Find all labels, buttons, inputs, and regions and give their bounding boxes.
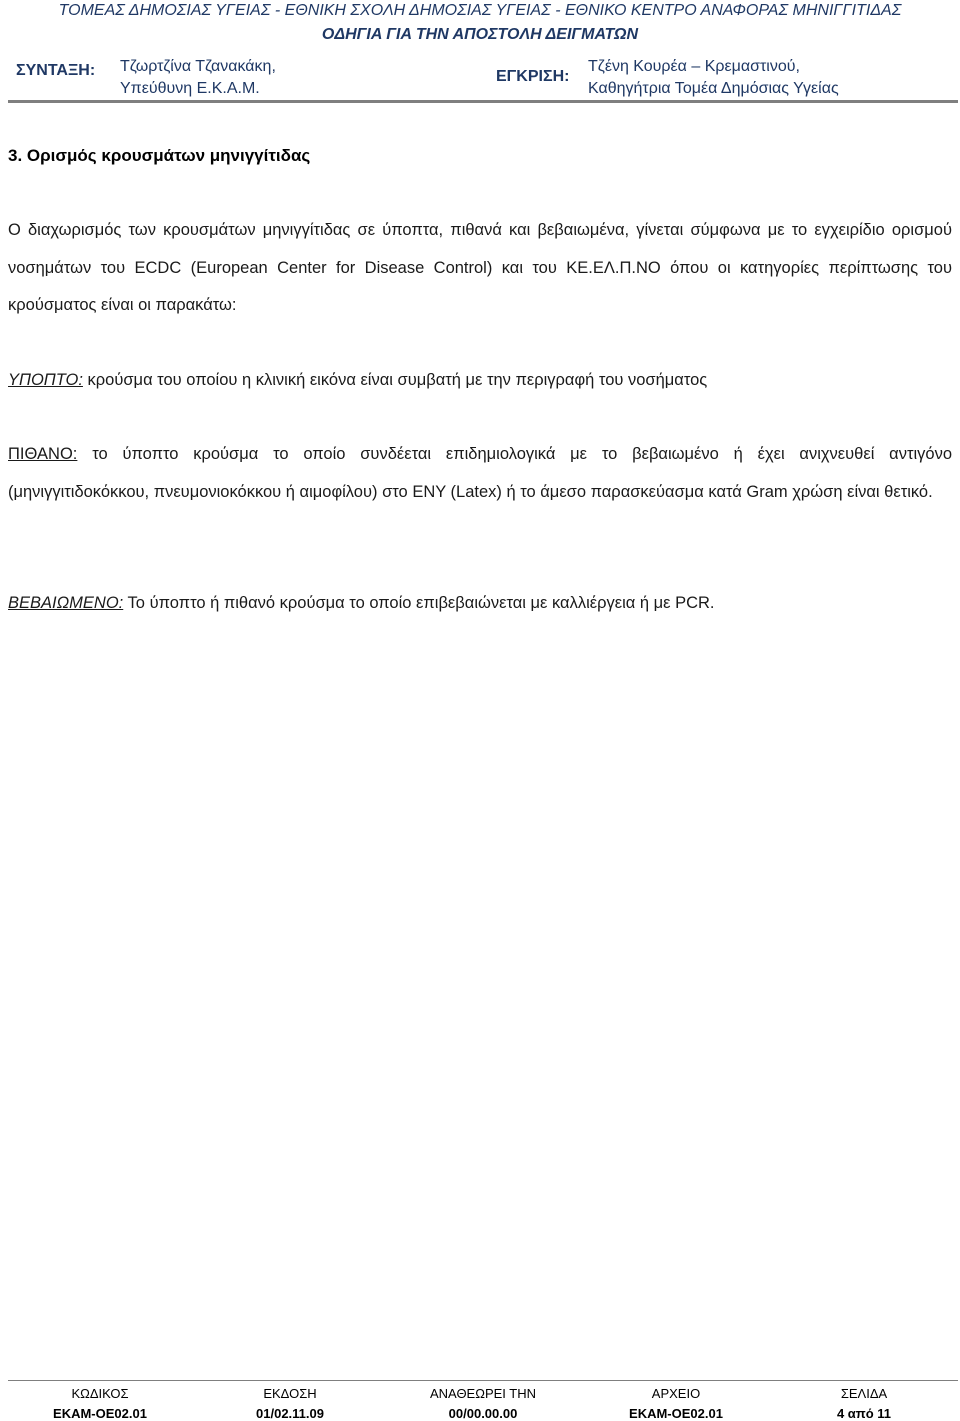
footer-file xyxy=(581,1386,771,1421)
suspect-term: ΥΠΟΠΤΟ: xyxy=(8,371,83,389)
approval-value xyxy=(588,56,839,100)
section-heading: 3. Ορισμός κρουσμάτων μηνιγγίτιδας xyxy=(8,146,311,165)
footer-page-value: 4 από 11 xyxy=(836,1406,892,1421)
footer-revision-value: 00/00.00.00 xyxy=(448,1406,518,1421)
probable-term: ΠΙΘΑΝΟ: xyxy=(8,445,78,463)
probable-definition xyxy=(8,436,952,511)
approval-role: Καθηγήτρια Τομέα Δημόσιας Υγείας xyxy=(588,80,839,97)
footer-revision xyxy=(388,1386,578,1421)
footer-code xyxy=(5,1386,195,1421)
footer-code-label: ΚΩΔΙΚΟΣ xyxy=(71,1386,129,1401)
compiled-by-role: Υπεύθυνη Ε.Κ.Α.Μ. xyxy=(120,80,260,97)
compiled-by-value xyxy=(120,56,276,100)
confirmed-text: Το ύποπτο ή πιθανό κρούσμα το οποίο επιβεβαιώνεται με καλλιέργεια ή με PCR. xyxy=(123,594,715,612)
suspect-text: κρούσμα του οποίου η κλινική εικόνα είναι συμβατή με την περιγραφή του νοσήματος xyxy=(82,371,708,389)
footer-edition-value: 01/02.11.09 xyxy=(256,1406,324,1421)
footer-page-label: ΣΕΛΙΔΑ xyxy=(840,1386,888,1401)
footer-file-label: ΑΡΧΕΙΟ xyxy=(651,1386,701,1401)
compiled-by-name: Τζωρτζίνα Τζανακάκη, xyxy=(120,58,276,75)
footer-file-value: ΕΚΑΜ-ΟΕ02.01 xyxy=(629,1406,723,1421)
probable-text: το ύποπτο κρούσμα το οποίο συνδέεται επιδημιολογικά με το βεβαιωμένο ή έχει ανιχνευθεί αντιγόνο (μηνιγγιτιδοκόκκου, πνευμονιοκόκκου ή αιμοφίλου) στο ΕΝΥ (Latex) ή το άμεσο παρασκεύασμα κατά Gram χρώση είναι θετικό. xyxy=(8,445,952,501)
intro-paragraph: Ο διαχωρισμός των κρουσμάτων μηνιγγίτιδας σε ύποπτα, πιθανά και βεβαιωμένα, γίνεται σύμφωνα με το εγχειρίδιο ορισμού νοσημάτων του ECDC (European Center for Disease Control) και του ΚΕ.ΕΛ.Π.ΝΟ όπου οι κατηγορίες περίπτωσης του κρούσματος είναι οι παρακάτω: xyxy=(8,221,952,314)
footer-page xyxy=(769,1386,959,1421)
suspect-definition xyxy=(8,362,952,400)
footer-revision-label: ΑΝΑΘΕΩΡΕΙ ΤΗΝ xyxy=(429,1386,536,1401)
footer-divider xyxy=(8,1380,958,1381)
confirmed-definition xyxy=(8,585,952,623)
footer-edition-label: ΕΚΔΟΣΗ xyxy=(263,1386,317,1401)
compiled-by-label: ΣΥΝΤΑΞΗ: xyxy=(16,62,96,79)
approval-label: ΕΓΚΡΙΣΗ: xyxy=(496,68,570,85)
approval-name: Τζένη Κουρέα – Κρεμαστινού, xyxy=(588,58,800,75)
confirmed-term: ΒΕΒΑΙΩΜΕΝΟ: xyxy=(8,594,124,612)
header-divider xyxy=(8,100,958,103)
footer-edition xyxy=(195,1386,385,1421)
header-organization: ΤΟΜΕΑΣ ΔΗΜΟΣΙΑΣ ΥΓΕΙΑΣ - ΕΘΝΙΚΗ ΣΧΟΛΗ ΔΗΜΟΣΙΑΣ ΥΓΕΙΑΣ - ΕΘΝΙΚΟ ΚΕΝΤΡΟ ΑΝΑΦΟΡΑΣ ΜΗΝΙΓΓΙΤΙΔΑΣ xyxy=(58,2,902,19)
header-document-title: ΟΔΗΓΙΑ ΓΙΑ ΤΗΝ ΑΠΟΣΤΟΛΗ ΔΕΙΓΜΑΤΩΝ xyxy=(321,26,639,43)
footer-code-value: ΕΚΑΜ-ΟΕ02.01 xyxy=(53,1406,147,1421)
